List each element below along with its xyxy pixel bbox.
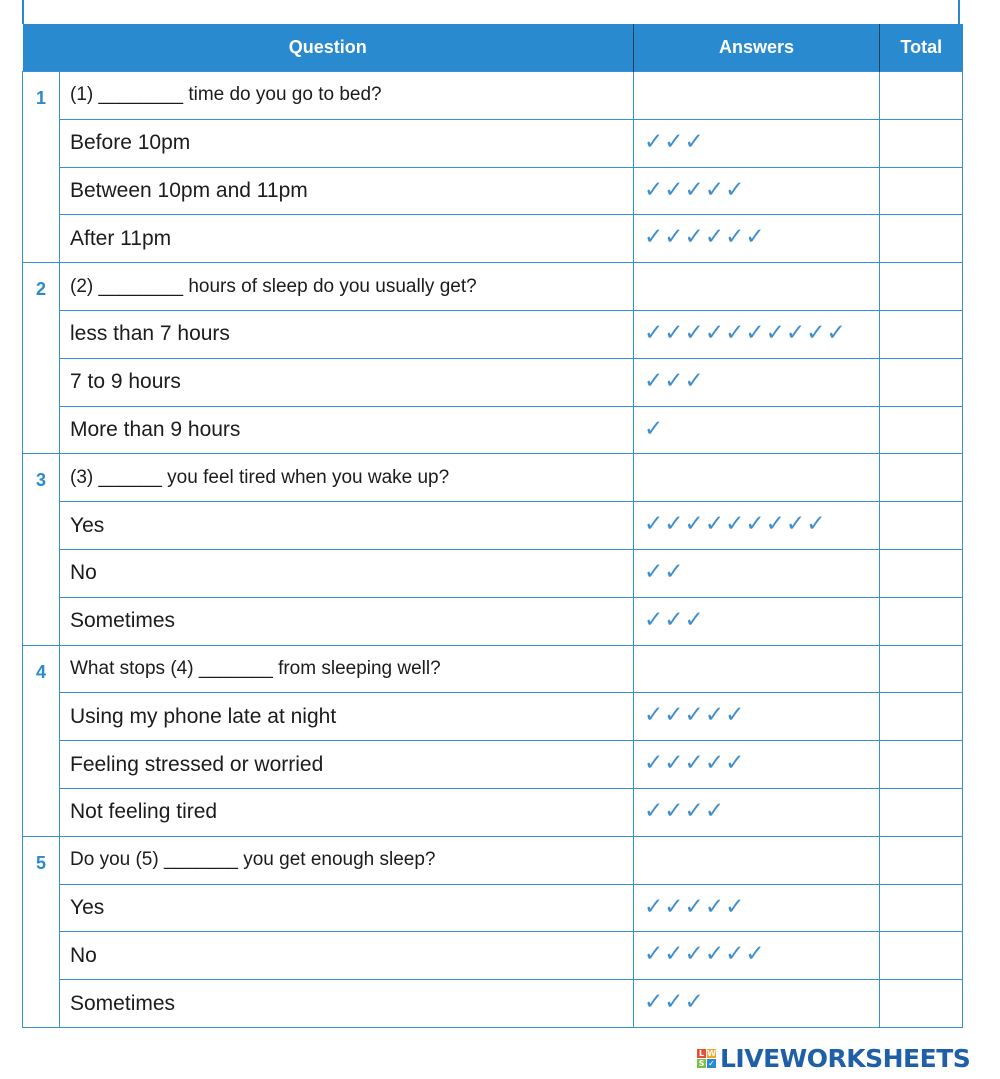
answer-ticks: ✓✓✓✓✓ — [634, 884, 880, 932]
option-row — [23, 502, 963, 550]
answer-cell — [634, 645, 880, 693]
total-cell[interactable] — [880, 741, 963, 789]
option-row — [23, 788, 963, 836]
total-cell[interactable] — [880, 645, 963, 693]
table-header-row — [23, 24, 963, 72]
total-cell[interactable] — [880, 549, 963, 597]
option-label: Between 10pm and 11pm — [60, 167, 634, 215]
option-row — [23, 693, 963, 741]
question-row — [23, 645, 963, 693]
question-number: 1 — [23, 72, 60, 263]
header-total: Total — [880, 24, 963, 72]
total-cell[interactable] — [880, 167, 963, 215]
answer-ticks: ✓✓✓ — [634, 980, 880, 1028]
total-cell[interactable] — [880, 119, 963, 167]
logo-letter: ✓ — [708, 1059, 715, 1068]
option-row — [23, 884, 963, 932]
total-cell[interactable] — [880, 693, 963, 741]
question-row — [23, 263, 963, 311]
total-cell[interactable] — [880, 884, 963, 932]
option-label: After 11pm — [60, 215, 634, 263]
total-cell[interactable] — [880, 836, 963, 884]
answer-ticks: ✓✓✓✓ — [634, 788, 880, 836]
option-label: Yes — [60, 502, 634, 550]
answer-ticks: ✓✓✓✓✓ — [634, 741, 880, 789]
question-number: 2 — [23, 263, 60, 454]
total-cell[interactable] — [880, 980, 963, 1028]
question-text: Do you (5) _______ you get enough sleep? — [60, 836, 634, 884]
logo-letter: W — [707, 1049, 716, 1058]
answer-ticks: ✓✓✓✓✓✓✓✓✓✓ — [634, 310, 880, 358]
answer-ticks: ✓✓ — [634, 549, 880, 597]
total-cell[interactable] — [880, 263, 963, 311]
question-row — [23, 454, 963, 502]
answer-ticks: ✓✓✓✓✓ — [634, 167, 880, 215]
option-row — [23, 167, 963, 215]
header-question: Question — [23, 24, 634, 72]
option-label: 7 to 9 hours — [60, 358, 634, 406]
question-number: 5 — [23, 836, 60, 1027]
total-cell[interactable] — [880, 358, 963, 406]
question-row — [23, 72, 963, 120]
option-row — [23, 741, 963, 789]
question-text: (1) ________ time do you go to bed? — [60, 72, 634, 120]
total-cell[interactable] — [880, 310, 963, 358]
option-label: less than 7 hours — [60, 310, 634, 358]
option-row — [23, 358, 963, 406]
option-label: Using my phone late at night — [60, 693, 634, 741]
total-cell[interactable] — [880, 788, 963, 836]
survey-table — [22, 24, 963, 1028]
answer-ticks: ✓✓✓ — [634, 358, 880, 406]
total-cell[interactable] — [880, 932, 963, 980]
question-row — [23, 836, 963, 884]
watermark-text: LIVEWORKSHEETS — [720, 1044, 971, 1073]
total-cell[interactable] — [880, 406, 963, 454]
option-label: Sometimes — [60, 597, 634, 645]
option-label: Not feeling tired — [60, 788, 634, 836]
survey-body — [23, 72, 963, 1028]
total-cell[interactable] — [880, 72, 963, 120]
question-text: What stops (4) _______ from sleeping well? — [60, 645, 634, 693]
option-label: Before 10pm — [60, 119, 634, 167]
option-row — [23, 310, 963, 358]
option-label: More than 9 hours — [60, 406, 634, 454]
survey-sheet — [22, 0, 962, 1050]
question-text: (2) ________ hours of sleep do you usually get? — [60, 263, 634, 311]
answer-cell — [634, 454, 880, 502]
option-row — [23, 549, 963, 597]
option-label: No — [60, 549, 634, 597]
option-row — [23, 215, 963, 263]
answer-cell — [634, 836, 880, 884]
option-label: Sometimes — [60, 980, 634, 1028]
option-label: Feeling stressed or worried — [60, 741, 634, 789]
total-cell[interactable] — [880, 454, 963, 502]
answer-ticks: ✓✓✓✓✓✓ — [634, 932, 880, 980]
answer-ticks: ✓✓✓✓✓ — [634, 693, 880, 741]
answer-cell — [634, 263, 880, 311]
total-cell[interactable] — [880, 597, 963, 645]
logo-letter: L — [698, 1049, 705, 1058]
option-label: No — [60, 932, 634, 980]
liveworksheets-logo-icon — [697, 1049, 716, 1068]
option-row — [23, 406, 963, 454]
liveworksheets-watermark — [697, 1044, 970, 1073]
question-number: 4 — [23, 645, 60, 836]
option-row — [23, 932, 963, 980]
answer-cell — [634, 72, 880, 120]
header-answers: Answers — [634, 24, 880, 72]
total-cell[interactable] — [880, 215, 963, 263]
option-row — [23, 980, 963, 1028]
answer-ticks: ✓✓✓✓✓✓ — [634, 215, 880, 263]
answer-ticks: ✓✓✓✓✓✓✓✓✓ — [634, 502, 880, 550]
answer-ticks: ✓✓✓ — [634, 597, 880, 645]
top-strip — [22, 0, 960, 24]
option-row — [23, 597, 963, 645]
logo-letter: S — [698, 1059, 705, 1068]
option-row — [23, 119, 963, 167]
answer-ticks: ✓ — [634, 406, 880, 454]
answer-ticks: ✓✓✓ — [634, 119, 880, 167]
question-text: (3) ______ you feel tired when you wake up? — [60, 454, 634, 502]
question-number: 3 — [23, 454, 60, 645]
option-label: Yes — [60, 884, 634, 932]
total-cell[interactable] — [880, 502, 963, 550]
